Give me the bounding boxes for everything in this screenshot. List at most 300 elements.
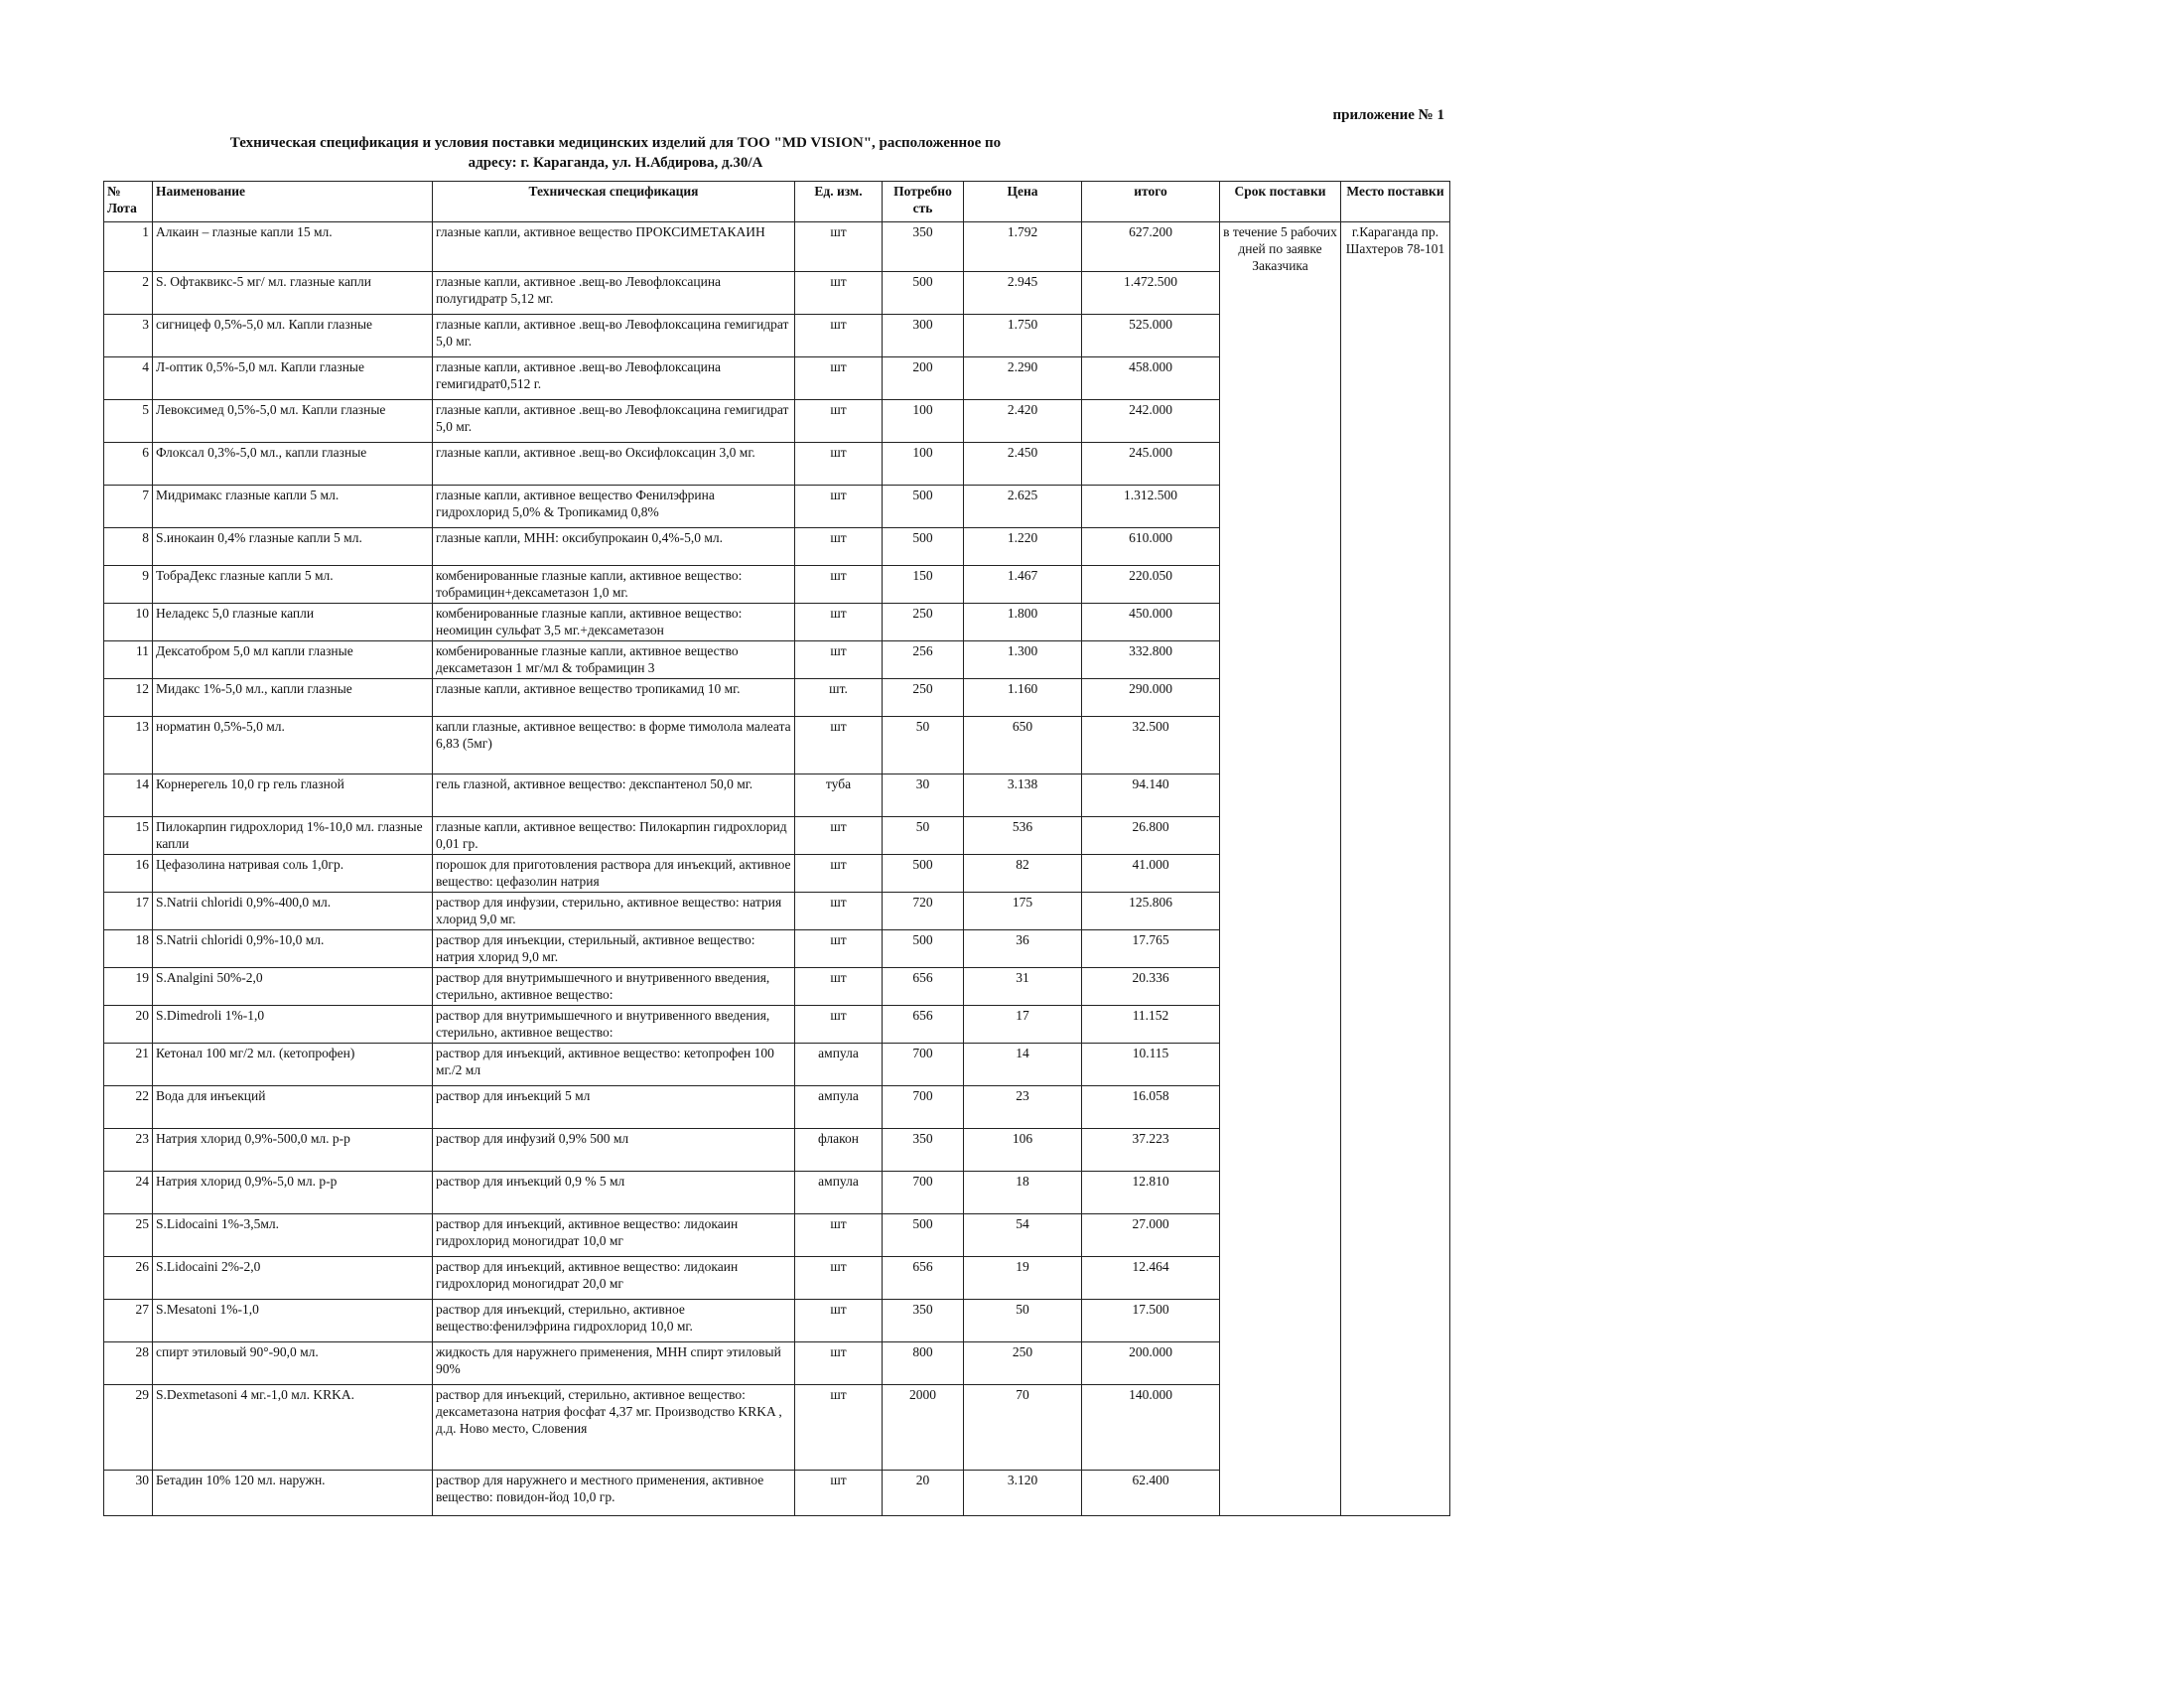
item-name: Мидакс 1%-5,0 мл., капли глазные — [156, 681, 352, 696]
item-spec: раствор для инъекций, активное вещество: кетопрофен 100 мг./2 мл — [436, 1046, 774, 1077]
total: 140.000 — [1129, 1387, 1172, 1402]
col-header-quantity: Потребно сть — [883, 182, 964, 222]
price: 1.750 — [1007, 317, 1038, 332]
lot-number: 18 — [135, 932, 149, 947]
item-name: S.Lidocaini 2%-2,0 — [156, 1259, 261, 1274]
unit-cell — [795, 1006, 883, 1044]
item-name-cell — [153, 1342, 433, 1385]
quantity: 350 — [912, 1302, 933, 1317]
item-spec: раствор для инъекций 5 мл — [436, 1088, 591, 1103]
unit-cell — [795, 855, 883, 893]
quantity: 500 — [912, 932, 933, 947]
price: 1.300 — [1007, 643, 1038, 658]
quantity-cell — [883, 1214, 964, 1257]
price: 250 — [1012, 1344, 1033, 1359]
lot-number: 22 — [135, 1088, 149, 1103]
item-spec: глазные капли, активное вещество: Пилокарпин гидрохлорид 0,01 гр. — [436, 819, 787, 851]
unit-cell — [795, 272, 883, 315]
delivery-term-cell — [1220, 222, 1341, 1516]
unit-cell — [795, 486, 883, 528]
lot-number: 4 — [142, 359, 149, 374]
total: 125.806 — [1129, 895, 1172, 910]
quantity: 720 — [912, 895, 933, 910]
total-cell — [1082, 1385, 1220, 1471]
col-header-price: Цена — [964, 182, 1082, 222]
item-spec-cell — [433, 1257, 795, 1300]
price-cell — [964, 566, 1082, 604]
price-cell — [964, 641, 1082, 679]
delivery-place: г.Караганда пр. Шахтеров 78-101 — [1345, 224, 1445, 256]
total-cell — [1082, 528, 1220, 566]
price: 14 — [1016, 1046, 1029, 1060]
item-spec: жидкость для наружнего применения, МНН спирт этиловый 90% — [436, 1344, 781, 1376]
table-body — [104, 222, 1450, 1516]
price-cell — [964, 1086, 1082, 1129]
total-cell — [1082, 315, 1220, 357]
unit: шт — [830, 932, 847, 947]
total-cell — [1082, 566, 1220, 604]
lot-number-cell — [104, 893, 153, 930]
lot-number-cell — [104, 566, 153, 604]
item-spec-cell — [433, 1086, 795, 1129]
price: 1.160 — [1007, 681, 1038, 696]
item-name-cell — [153, 443, 433, 486]
title-line-1: Техническая спецификация и условия поставки медицинских изделий для ТОО "MD VISION", расположенное по — [229, 135, 1002, 151]
item-name: Вода для инъекций — [156, 1088, 266, 1103]
item-spec-cell — [433, 817, 795, 855]
item-spec: комбенированные глазные капли, активное вещество: неомицин сульфат 3,5 мг.+дексаметазон — [436, 606, 743, 637]
unit-cell — [795, 528, 883, 566]
unit: шт — [830, 224, 847, 239]
quantity: 656 — [912, 970, 933, 985]
total-cell — [1082, 1471, 1220, 1516]
lot-number: 21 — [135, 1046, 149, 1060]
total: 27.000 — [1132, 1216, 1169, 1231]
unit-cell — [795, 774, 883, 817]
item-spec-cell — [433, 1129, 795, 1172]
quantity-cell — [883, 1172, 964, 1214]
total-cell — [1082, 1172, 1220, 1214]
item-name: Натрия хлорид 0,9%-500,0 мл. р-р — [156, 1131, 350, 1146]
price: 3.138 — [1007, 776, 1038, 791]
total: 12.810 — [1132, 1174, 1169, 1189]
item-spec-cell — [433, 443, 795, 486]
unit-cell — [795, 817, 883, 855]
unit-cell — [795, 443, 883, 486]
item-name: Кетонал 100 мг/2 мл. (кетопрофен) — [156, 1046, 355, 1060]
item-name: S.инокаин 0,4% глазные капли 5 мл. — [156, 530, 362, 545]
quantity-cell — [883, 1257, 964, 1300]
total-cell — [1082, 357, 1220, 400]
price: 82 — [1016, 857, 1029, 872]
lot-number: 23 — [135, 1131, 149, 1146]
document-title — [119, 133, 1112, 173]
quantity-cell — [883, 400, 964, 443]
total: 62.400 — [1132, 1473, 1169, 1487]
item-spec: раствор для инъекций 0,9 % 5 мл — [436, 1174, 625, 1189]
quantity-cell — [883, 641, 964, 679]
total-cell — [1082, 222, 1220, 272]
total: 32.500 — [1132, 719, 1169, 734]
lot-number: 1 — [142, 224, 149, 239]
lot-number: 30 — [135, 1473, 149, 1487]
price-cell — [964, 1342, 1082, 1385]
lot-number-cell — [104, 400, 153, 443]
item-name-cell — [153, 1385, 433, 1471]
item-spec-cell — [433, 1044, 795, 1086]
price-cell — [964, 357, 1082, 400]
price-cell — [964, 1214, 1082, 1257]
unit: шт — [830, 1302, 847, 1317]
quantity-cell — [883, 930, 964, 968]
quantity-cell — [883, 604, 964, 641]
item-spec-cell — [433, 1471, 795, 1516]
unit: ампула — [818, 1174, 859, 1189]
item-spec: глазные капли, активное .вещ-во Оксифлоксацин 3,0 мг. — [436, 445, 755, 460]
item-spec-cell — [433, 1385, 795, 1471]
price: 1.467 — [1007, 568, 1038, 583]
item-spec: раствор для инъекций, стерильно, активное вещество:фенилэфрина гидрохлорид 10,0 мг. — [436, 1302, 693, 1334]
price: 1.792 — [1007, 224, 1038, 239]
lot-number-cell — [104, 679, 153, 717]
quantity-cell — [883, 774, 964, 817]
price: 1.800 — [1007, 606, 1038, 621]
quantity-cell — [883, 817, 964, 855]
total: 17.765 — [1132, 932, 1169, 947]
item-name: S.Natrii chloridi 0,9%-10,0 мл. — [156, 932, 325, 947]
quantity-cell — [883, 1006, 964, 1044]
unit-cell — [795, 1471, 883, 1516]
quantity: 500 — [912, 1216, 933, 1231]
lot-number: 7 — [142, 488, 149, 502]
quantity: 300 — [912, 317, 933, 332]
item-spec: раствор для инъекций, активное вещество: лидокаин гидрохлорид моногидрат 10,0 мг — [436, 1216, 739, 1248]
item-name: S. Офтаквикс-5 мг/ мл. глазные капли — [156, 274, 371, 289]
quantity: 700 — [912, 1046, 933, 1060]
item-spec: раствор для внутримышечного и внутривенного введения, стерильно, активное вещество: — [436, 1008, 770, 1040]
price-cell — [964, 1385, 1082, 1471]
item-name-cell — [153, 1129, 433, 1172]
unit-cell — [795, 717, 883, 774]
price-cell — [964, 817, 1082, 855]
item-name-cell — [153, 1300, 433, 1342]
price: 2.945 — [1007, 274, 1038, 289]
unit-cell — [795, 315, 883, 357]
quantity-cell — [883, 855, 964, 893]
col-header-delivery-term: Срок поставки — [1220, 182, 1341, 222]
total-cell — [1082, 1086, 1220, 1129]
total-cell — [1082, 1044, 1220, 1086]
quantity-cell — [883, 1300, 964, 1342]
total-cell — [1082, 604, 1220, 641]
lot-number: 14 — [135, 776, 149, 791]
lot-number: 17 — [135, 895, 149, 910]
unit: шт — [830, 819, 847, 834]
unit: флакон — [818, 1131, 859, 1146]
quantity: 800 — [912, 1344, 933, 1359]
item-spec-cell — [433, 717, 795, 774]
total-cell — [1082, 717, 1220, 774]
item-spec-cell — [433, 528, 795, 566]
quantity-cell — [883, 717, 964, 774]
unit: шт — [830, 488, 847, 502]
unit-cell — [795, 222, 883, 272]
total-cell — [1082, 1006, 1220, 1044]
item-name-cell — [153, 528, 433, 566]
total: 1.472.500 — [1124, 274, 1177, 289]
item-name: ТобраДекс глазные капли 5 мл. — [156, 568, 334, 583]
item-spec: гель глазной, активное вещество: декспантенол 50,0 мг. — [436, 776, 753, 791]
price: 1.220 — [1007, 530, 1038, 545]
price-cell — [964, 1172, 1082, 1214]
unit: шт — [830, 1387, 847, 1402]
price: 17 — [1016, 1008, 1029, 1023]
item-spec-cell — [433, 1300, 795, 1342]
item-spec-cell — [433, 855, 795, 893]
price-cell — [964, 528, 1082, 566]
lot-number-cell — [104, 1006, 153, 1044]
item-name-cell — [153, 817, 433, 855]
quantity: 700 — [912, 1088, 933, 1103]
lot-number-cell — [104, 1172, 153, 1214]
price: 54 — [1016, 1216, 1029, 1231]
unit-cell — [795, 400, 883, 443]
unit: шт — [830, 719, 847, 734]
price: 36 — [1016, 932, 1029, 947]
item-name-cell — [153, 566, 433, 604]
price: 31 — [1016, 970, 1029, 985]
total: 332.800 — [1129, 643, 1172, 658]
lot-number-cell — [104, 528, 153, 566]
price: 536 — [1012, 819, 1033, 834]
item-spec-cell — [433, 272, 795, 315]
lot-number-cell — [104, 315, 153, 357]
total: 12.464 — [1132, 1259, 1169, 1274]
price: 19 — [1016, 1259, 1029, 1274]
col-header-delivery-place: Место поставки — [1341, 182, 1450, 222]
quantity-cell — [883, 968, 964, 1006]
unit-cell — [795, 1342, 883, 1385]
total-cell — [1082, 893, 1220, 930]
item-spec-cell — [433, 679, 795, 717]
lot-number-cell — [104, 1342, 153, 1385]
item-name: норматин 0,5%-5,0 мл. — [156, 719, 285, 734]
quantity-cell — [883, 1471, 964, 1516]
quantity: 20 — [915, 1473, 930, 1487]
total-cell — [1082, 1214, 1220, 1257]
price: 2.625 — [1007, 488, 1038, 502]
total: 627.200 — [1129, 224, 1172, 239]
quantity-cell — [883, 272, 964, 315]
lot-number-cell — [104, 717, 153, 774]
price: 175 — [1012, 895, 1033, 910]
price: 2.450 — [1007, 445, 1038, 460]
total: 26.800 — [1132, 819, 1169, 834]
total-cell — [1082, 1300, 1220, 1342]
quantity-cell — [883, 1044, 964, 1086]
total-cell — [1082, 679, 1220, 717]
delivery-term: в течение 5 рабочих дней по заявке Заказчика — [1223, 224, 1337, 273]
quantity-cell — [883, 315, 964, 357]
total: 20.336 — [1132, 970, 1169, 985]
item-spec: глазные капли, активное .вещ-во Левофлоксацина гемигидрат 5,0 мг. — [436, 317, 789, 349]
item-spec: раствор для инъекций, стерильно, активное вещество: дексаметазона натрия фосфат 4,37 мг. Производство KRKA , д.д. Ново место, Словения — [436, 1387, 782, 1436]
item-name-cell — [153, 930, 433, 968]
item-name-cell — [153, 1257, 433, 1300]
quantity: 500 — [912, 274, 933, 289]
quantity: 50 — [915, 819, 930, 834]
item-spec-cell — [433, 641, 795, 679]
lot-number: 26 — [135, 1259, 149, 1274]
lot-number-cell — [104, 1471, 153, 1516]
lot-number-cell — [104, 817, 153, 855]
price: 2.290 — [1007, 359, 1038, 374]
item-spec: раствор для инъекции, стерильный, активное вещество: натрия хлорид 9,0 мг. — [436, 932, 755, 964]
item-name-cell — [153, 1044, 433, 1086]
quantity: 100 — [912, 402, 933, 417]
quantity: 150 — [912, 568, 933, 583]
unit: шт — [830, 274, 847, 289]
annex-label: приложение № 1 — [1332, 107, 1444, 123]
quantity-cell — [883, 1342, 964, 1385]
lot-number: 28 — [135, 1344, 149, 1359]
item-name-cell — [153, 774, 433, 817]
lot-number-cell — [104, 1257, 153, 1300]
specification-table — [103, 181, 1450, 1516]
col-header-name: Наименование — [153, 182, 433, 222]
lot-number: 16 — [135, 857, 149, 872]
item-name-cell — [153, 855, 433, 893]
unit: шт. — [829, 681, 848, 696]
unit: шт — [830, 1008, 847, 1023]
item-spec-cell — [433, 486, 795, 528]
total: 10.115 — [1132, 1046, 1169, 1060]
quantity-cell — [883, 1385, 964, 1471]
price: 2.420 — [1007, 402, 1038, 417]
total-cell — [1082, 443, 1220, 486]
quantity: 50 — [915, 719, 930, 734]
unit-cell — [795, 1129, 883, 1172]
price-cell — [964, 1044, 1082, 1086]
unit: шт — [830, 317, 847, 332]
quantity: 656 — [912, 1259, 933, 1274]
price: 70 — [1016, 1387, 1029, 1402]
lot-number-cell — [104, 1214, 153, 1257]
unit: шт — [830, 568, 847, 583]
unit: шт — [830, 643, 847, 658]
lot-number-cell — [104, 357, 153, 400]
item-spec-cell — [433, 315, 795, 357]
col-header-spec: Техническая спецификация — [433, 182, 795, 222]
unit-cell — [795, 1385, 883, 1471]
total: 245.000 — [1129, 445, 1172, 460]
lot-number: 10 — [135, 606, 149, 621]
table-row — [104, 222, 1450, 272]
quantity: 256 — [912, 643, 933, 658]
total-cell — [1082, 400, 1220, 443]
lot-number-cell — [104, 272, 153, 315]
unit-cell — [795, 1300, 883, 1342]
price-cell — [964, 1129, 1082, 1172]
unit: шт — [830, 1344, 847, 1359]
price-cell — [964, 679, 1082, 717]
item-name: Неладекс 5,0 глазные капли — [156, 606, 315, 621]
lot-number-cell — [104, 1300, 153, 1342]
lot-number: 5 — [142, 402, 149, 417]
unit: шт — [830, 445, 847, 460]
item-name-cell — [153, 893, 433, 930]
price-cell — [964, 1471, 1082, 1516]
item-name: Мидримакс глазные капли 5 мл. — [156, 488, 340, 502]
item-name-cell — [153, 400, 433, 443]
item-spec: раствор для наружнего и местного применения, активное вещество: повидон-йод 10,0 гр. — [436, 1473, 764, 1504]
item-spec: глазные капли, активное .вещ-во Левофлоксацина полугидратр 5,12 мг. — [436, 274, 722, 306]
item-spec: раствор для инфузий 0,9% 500 мл — [436, 1131, 629, 1146]
lot-number: 24 — [135, 1174, 149, 1189]
item-name-cell — [153, 1006, 433, 1044]
item-name-cell — [153, 968, 433, 1006]
lot-number: 25 — [135, 1216, 149, 1231]
lot-number: 15 — [135, 819, 149, 834]
item-spec: раствор для инфузии, стерильно, активное вещество: натрия хлорид 9,0 мг. — [436, 895, 782, 926]
quantity: 250 — [912, 606, 933, 621]
total: 11.152 — [1132, 1008, 1169, 1023]
price-cell — [964, 1006, 1082, 1044]
item-name-cell — [153, 1471, 433, 1516]
item-name-cell — [153, 315, 433, 357]
item-spec-cell — [433, 968, 795, 1006]
item-name-cell — [153, 604, 433, 641]
price-cell — [964, 400, 1082, 443]
item-spec: капли глазные, активное вещество: в форме тимолола малеата 6,83 (5мг) — [436, 719, 791, 751]
quantity: 350 — [912, 1131, 933, 1146]
item-spec-cell — [433, 893, 795, 930]
price-cell — [964, 604, 1082, 641]
item-name: S.Analgini 50%-2,0 — [156, 970, 263, 985]
item-spec: порошок для приготовления раствора для инъекций, активное вещество: цефазолин натрия — [436, 857, 791, 889]
item-name: спирт этиловый 90°-90,0 мл. — [156, 1344, 319, 1359]
delivery-place-cell — [1341, 222, 1450, 1516]
item-name: Цефазолина натривая соль 1,0гр. — [156, 857, 344, 872]
item-spec: глазные капли, активное вещество Фенилэфрина гидрохлорид 5,0% & Тропикамид 0,8% — [436, 488, 715, 519]
item-spec: глазные капли, активное вещество тропикамид 10 мг. — [436, 681, 741, 696]
unit-cell — [795, 357, 883, 400]
item-name-cell — [153, 1172, 433, 1214]
col-header-total: итого — [1082, 182, 1220, 222]
lot-number: 12 — [135, 681, 149, 696]
quantity: 100 — [912, 445, 933, 460]
lot-number-cell — [104, 222, 153, 272]
price: 3.120 — [1007, 1473, 1038, 1487]
item-name: S.Mesatoni 1%-1,0 — [156, 1302, 259, 1317]
quantity: 500 — [912, 488, 933, 502]
price: 106 — [1012, 1131, 1033, 1146]
item-spec-cell — [433, 1342, 795, 1385]
quantity-cell — [883, 566, 964, 604]
item-spec-cell — [433, 774, 795, 817]
item-spec: раствор для внутримышечного и внутривенного введения, стерильно, активное вещество: — [436, 970, 770, 1002]
unit: шт — [830, 606, 847, 621]
quantity: 700 — [912, 1174, 933, 1189]
total-cell — [1082, 968, 1220, 1006]
item-name-cell — [153, 717, 433, 774]
item-name: Пилокарпин гидрохлорид 1%-10,0 мл. глазные капли — [156, 819, 423, 851]
lot-number-cell — [104, 641, 153, 679]
total-cell — [1082, 1129, 1220, 1172]
table-header-row — [104, 182, 1450, 222]
total: 242.000 — [1129, 402, 1172, 417]
price-cell — [964, 222, 1082, 272]
